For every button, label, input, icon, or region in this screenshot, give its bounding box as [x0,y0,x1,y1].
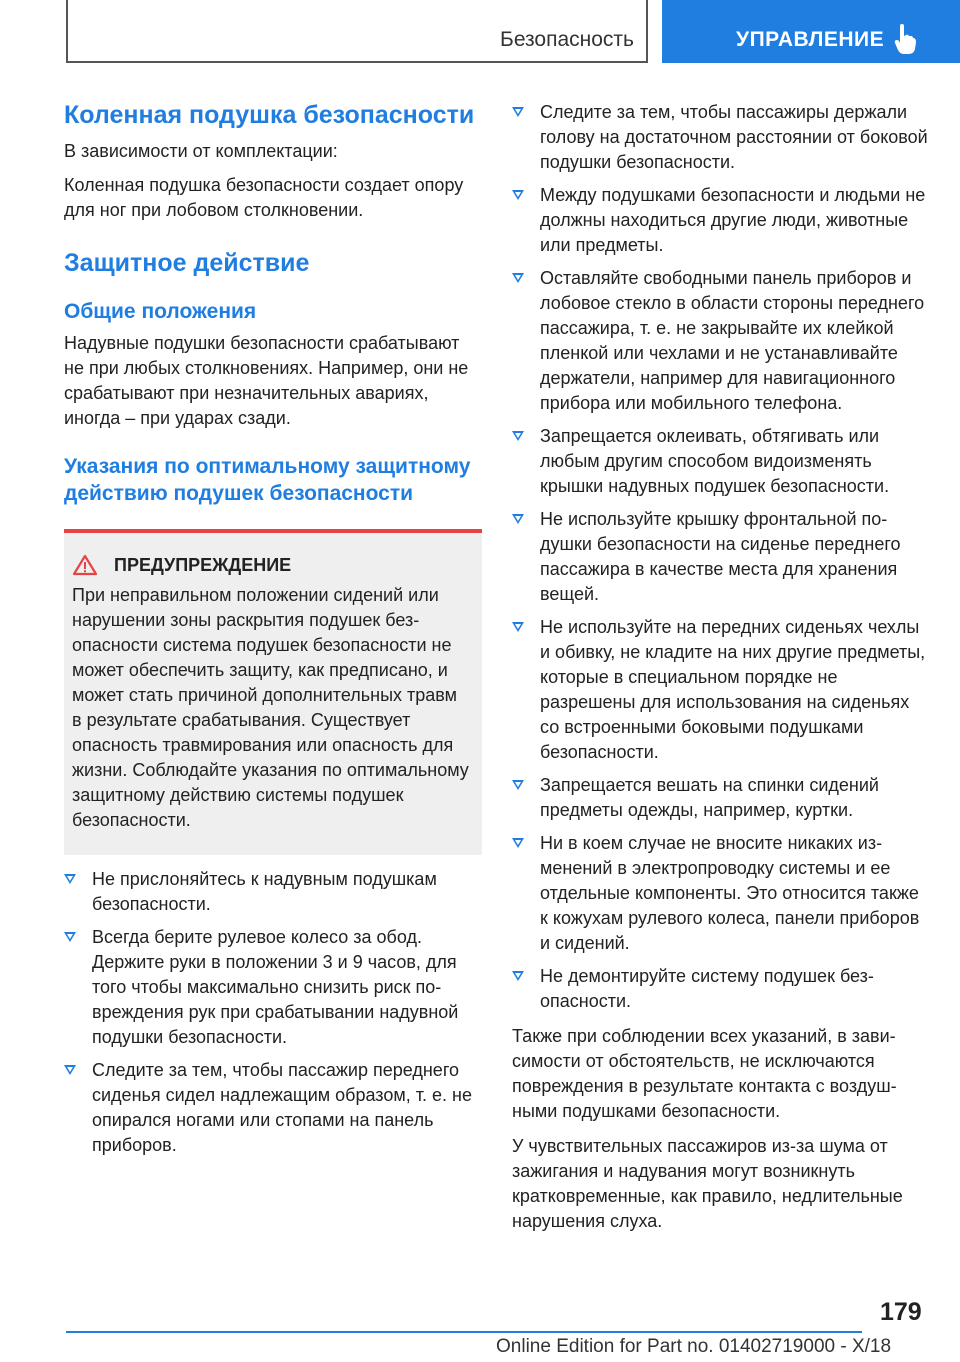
left-column [64,100,482,1158]
list-item: Между подушками безопасности и людьми не должны находиться другие люди, животные или предметы. [512,183,930,258]
triangle-bullet-icon [512,780,524,790]
triangle-bullet-icon [64,1065,76,1075]
warning-text: При неправильном положении сидений или нарушении зоны раскрытия подушек безопасности система подушек безопасности не может обеспечить защиту, как предписано, и может стать причиной дополнительных травм в результате срабатывания. Существует опасность травмирования или опасность для жизни. Соблюдайте указания по оптимальному защитному действию системы подушек безопасности. [72,585,469,830]
triangle-bullet-icon [512,431,524,441]
triangle-bullet-icon [64,932,76,942]
page-number: 179 [880,1298,922,1326]
general-title: Общие положения [64,300,257,323]
knee-airbag-text: Коленная подушка безопасности создает опору для ног при лобовом столкновении. [64,175,464,220]
knee-airbag-note: В зависимости от комплектации: [64,141,338,161]
list-item: Оставляйте свободными панель приборов и лобовое стекло в области стороны переднего пассажира, т. е. не закрывайте их клейкой пленкой или чехлами и не устанавливайте держатели, например для навигационного прибора или мобильного телефона. [512,266,930,416]
knee-airbag-title: Коленная подушка безопасности [64,101,475,129]
chapter-label: УПРАВЛЕНИЕ [736,28,885,51]
footer-divider [66,1331,862,1333]
triangle-bullet-icon [512,971,524,981]
protection-title: Защитное действие [64,249,310,277]
list-item: Следите за тем, чтобы пассажир переднего сиденья сидел надлежащим образом, т. е. не опирался ногами или стопами на панель приборов. [64,1058,482,1158]
triangle-bullet-icon [512,107,524,117]
warning-header [72,553,470,577]
section-tab [66,0,648,63]
left-bullet-list [64,867,482,1158]
right-column [512,100,930,1234]
warning-triangle-icon [72,554,98,576]
list-item: Не используйте на передних сиденьях чехлы и обивку, не кладите на них другие предметы, которые в специальном порядке не разрешены для использования на сиденьях со встроенными боковыми подушками безопасности. [512,615,930,765]
hand-pointer-icon [894,24,916,54]
list-item: Запрещается оклеивать, обтягивать или любым другим способом видоизменять крышки надувных подушек безопасности. [512,424,930,499]
general-text: Надувные подушки безопасности срабатывают не при любых столкновениях. Например, они не срабатывают при незначительных авариях, иногда – при ударах сзади. [64,333,469,428]
closing-paragraph-1: Также при соблюдении всех указаний, в зависимости от обстоятельств, не исключаются повреждения в результате контакта с воздушными подушками безопасности. [512,1026,897,1121]
chapter-tab [662,0,960,63]
triangle-bullet-icon [512,190,524,200]
list-item: Ни в коем случае не вносите никаких изменений в электропроводку системы и ее отдельные компоненты. Это относится также к кожухам рулевого колеса, панели приборов и сидений. [512,831,930,956]
list-item: Следите за тем, чтобы пассажиры держали голову на достаточном расстоянии от боковой подушки безопасности. [512,100,930,175]
list-item: Запрещается вешать на спинки сидений предметы одежды, например, куртки. [512,773,930,823]
list-item: Не используйте крышку фронтальной подушки безопасности на сиденье переднего пассажира в качестве места для хранения вещей. [512,507,930,607]
section-label: Безопасность [500,28,634,51]
hints-title: Указания по оптимальному защитному действию подушек безопасности [64,455,471,505]
triangle-bullet-icon [512,514,524,524]
right-bullet-list [512,100,930,1014]
footer-edition: Online Edition for Part no. 01402719000 - X/18 [496,1336,892,1357]
warning-title: ПРЕДУПРЕЖДЕНИЕ [114,555,292,575]
list-item: Всегда берите рулевое колесо за обод. Держите руки в положении 3 и 9 часов, для того чтобы максимально снизить риск повреждения рук при срабатывании надувной подушки безопасности. [64,925,482,1050]
triangle-bullet-icon [64,874,76,884]
warning-box [64,529,482,855]
list-item: Не демонтируйте систему подушек безопасности. [512,964,930,1014]
triangle-bullet-icon [512,622,524,632]
list-item: Не прислоняйтесь к надувным подушкам безопасности. [64,867,482,917]
closing-paragraph-2: У чувствительных пассажиров из-за шума от зажигания и надувания могут возникнуть кратковременные, как правило, недлительные нарушения слуха. [512,1136,903,1231]
triangle-bullet-icon [512,273,524,283]
triangle-bullet-icon [512,838,524,848]
